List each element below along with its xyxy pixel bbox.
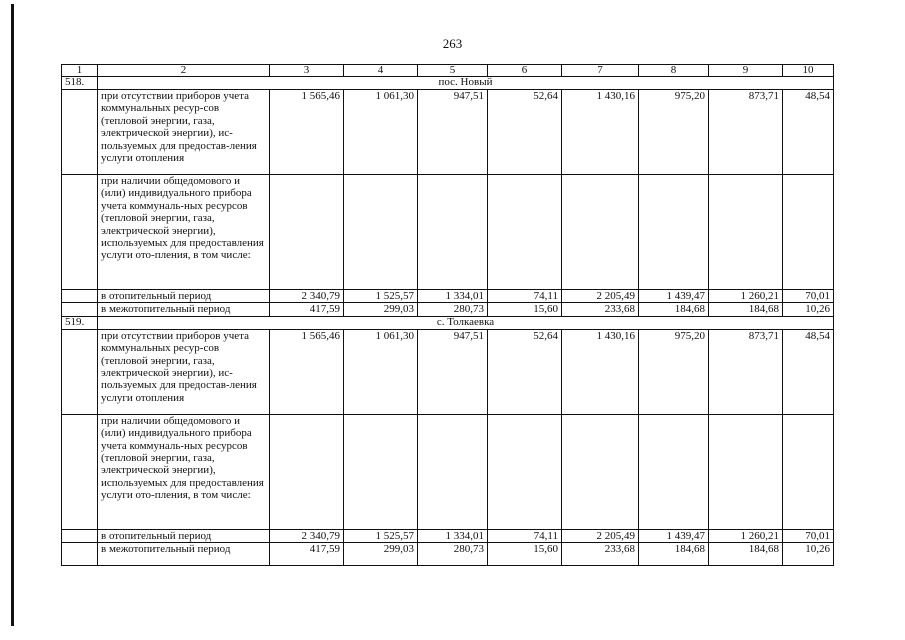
value-cell: 1 430,16: [562, 329, 639, 414]
value-cell: [562, 175, 639, 290]
location-row: [62, 77, 834, 90]
value-cell: [562, 414, 639, 529]
value-cell: [418, 175, 488, 290]
value-cell: [270, 175, 344, 290]
value-cell: [344, 175, 418, 290]
column-header: 1: [62, 65, 98, 77]
value-cell: [270, 414, 344, 529]
column-header: 7: [562, 65, 639, 77]
value-cell: 2 205,49: [562, 290, 639, 303]
value-cell: 1 565,46: [270, 90, 344, 175]
value-cell: 947,51: [418, 329, 488, 414]
value-cell: 873,71: [709, 329, 783, 414]
row-description: в межотопительный период: [98, 543, 270, 566]
value-cell: [783, 414, 834, 529]
empty-index-cell: [62, 175, 98, 290]
row-description: в межотопительный период: [98, 303, 270, 316]
value-cell: 299,03: [344, 303, 418, 316]
value-cell: 233,68: [562, 543, 639, 566]
value-cell: 184,68: [639, 543, 709, 566]
value-cell: 280,73: [418, 303, 488, 316]
row-description: при наличии общедомового и (или) индивидуального прибора учета коммуналь-ных ресурсов (тепловой энергии, газа, электрической энергии), используемых для предоставления услуги ото-пления, в том числе:: [98, 414, 270, 529]
empty-index-cell: [62, 90, 98, 175]
value-cell: 10,26: [783, 303, 834, 316]
value-cell: 1 525,57: [344, 290, 418, 303]
value-cell: 1 430,16: [562, 90, 639, 175]
value-cell: 1 334,01: [418, 529, 488, 542]
value-cell: [488, 414, 562, 529]
empty-index-cell: [62, 290, 98, 303]
value-cell: 1 061,30: [344, 329, 418, 414]
row-description: в отопительный период: [98, 290, 270, 303]
value-cell: 417,59: [270, 543, 344, 566]
value-cell: [418, 414, 488, 529]
table-row: [62, 175, 834, 290]
value-cell: 1 439,47: [639, 290, 709, 303]
table-row: [62, 529, 834, 542]
value-cell: 10,26: [783, 543, 834, 566]
table-row: [62, 543, 834, 566]
value-cell: 280,73: [418, 543, 488, 566]
column-header: 5: [418, 65, 488, 77]
table-row: [62, 303, 834, 316]
table-row: [62, 414, 834, 529]
empty-index-cell: [62, 329, 98, 414]
empty-index-cell: [62, 529, 98, 542]
empty-index-cell: [62, 414, 98, 529]
value-cell: 1 061,30: [344, 90, 418, 175]
value-cell: 48,54: [783, 90, 834, 175]
column-header: 4: [344, 65, 418, 77]
row-description: при отсутствии приборов учета коммунальных ресур-сов (тепловой энергии, газа, электрической энергии), ис-пользуемых для предостав-ления услуги отопления: [98, 90, 270, 175]
column-header: 6: [488, 65, 562, 77]
value-cell: 1 260,21: [709, 529, 783, 542]
value-cell: 70,01: [783, 529, 834, 542]
column-header: 10: [783, 65, 834, 77]
empty-index-cell: [62, 543, 98, 566]
column-header: 8: [639, 65, 709, 77]
column-header: 3: [270, 65, 344, 77]
value-cell: 1 334,01: [418, 290, 488, 303]
value-cell: 1 439,47: [639, 529, 709, 542]
value-cell: [783, 175, 834, 290]
location-name: пос. Новый: [98, 77, 834, 90]
value-cell: 74,11: [488, 290, 562, 303]
value-cell: [639, 414, 709, 529]
value-cell: 52,64: [488, 329, 562, 414]
row-index: 518.: [62, 77, 98, 90]
value-cell: [488, 175, 562, 290]
tariff-table: [61, 64, 834, 566]
value-cell: 70,01: [783, 290, 834, 303]
table-row: [62, 329, 834, 414]
value-cell: 1 260,21: [709, 290, 783, 303]
column-header: 2: [98, 65, 270, 77]
header-row: [62, 65, 834, 77]
value-cell: 233,68: [562, 303, 639, 316]
table-row: [62, 290, 834, 303]
value-cell: 1 565,46: [270, 329, 344, 414]
value-cell: 184,68: [709, 543, 783, 566]
value-cell: 2 340,79: [270, 290, 344, 303]
value-cell: 2 205,49: [562, 529, 639, 542]
value-cell: [639, 175, 709, 290]
left-margin-bar: [11, 4, 14, 626]
value-cell: 184,68: [639, 303, 709, 316]
value-cell: 873,71: [709, 90, 783, 175]
location-row: [62, 316, 834, 329]
row-index: 519.: [62, 316, 98, 329]
location-name: с. Толкаевка: [98, 316, 834, 329]
value-cell: [709, 414, 783, 529]
row-description: в отопительный период: [98, 529, 270, 542]
row-description: при отсутствии приборов учета коммунальных ресур-сов (тепловой энергии, газа, электрической энергии), ис-пользуемых для предостав-ления услуги отопления: [98, 329, 270, 414]
value-cell: [709, 175, 783, 290]
row-description: при наличии общедомового и (или) индивидуального прибора учета коммуналь-ных ресурсов (тепловой энергии, газа, электрической энергии), используемых для предоставления услуги ото-пления, в том числе:: [98, 175, 270, 290]
column-header: 9: [709, 65, 783, 77]
value-cell: 417,59: [270, 303, 344, 316]
value-cell: 48,54: [783, 329, 834, 414]
value-cell: 15,60: [488, 303, 562, 316]
value-cell: 52,64: [488, 90, 562, 175]
value-cell: [344, 414, 418, 529]
value-cell: 2 340,79: [270, 529, 344, 542]
value-cell: 299,03: [344, 543, 418, 566]
empty-index-cell: [62, 303, 98, 316]
table-row: [62, 90, 834, 175]
value-cell: 1 525,57: [344, 529, 418, 542]
value-cell: 947,51: [418, 90, 488, 175]
page-number: 263: [442, 36, 463, 51]
value-cell: 975,20: [639, 329, 709, 414]
value-cell: 74,11: [488, 529, 562, 542]
value-cell: 15,60: [488, 543, 562, 566]
value-cell: 975,20: [639, 90, 709, 175]
value-cell: 184,68: [709, 303, 783, 316]
